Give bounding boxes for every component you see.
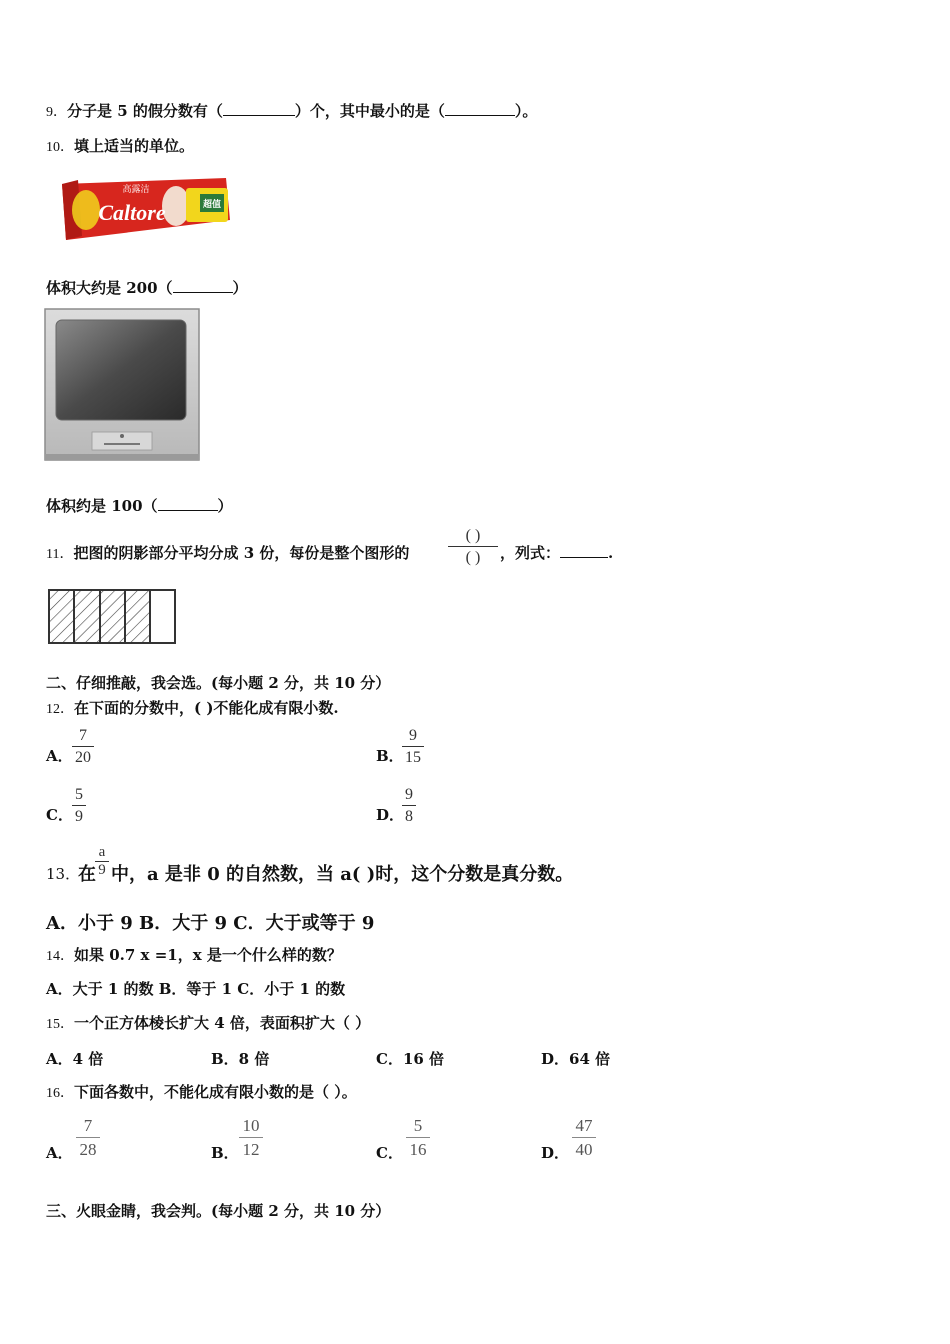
q12-option-b[interactable]: B． — [376, 747, 404, 765]
question-13-options[interactable]: A．小于 9 B．大于 9 C．大于或等于 9 — [46, 913, 375, 934]
q15-option-d[interactable]: D．64 倍 — [541, 1050, 611, 1068]
q12-option-d[interactable]: D． — [376, 806, 405, 824]
shaded-rectangle-figure — [48, 589, 178, 645]
answer-blank[interactable] — [173, 278, 233, 293]
question-14-options[interactable]: A．大于 1 的数 B．等于 1 C．小于 1 的数 — [46, 980, 346, 998]
section-3-heading: 三、火眼金睛，我会判。(每小题 2 分，共 10 分） — [46, 1202, 391, 1220]
answer-blank[interactable] — [445, 101, 515, 116]
box-brand-cn: 高露洁 — [122, 185, 150, 195]
question-11: 11．把图的阴影部分平均分成 3 份，每份是整个图形的 — [46, 544, 410, 562]
question-12: 12．在下面的分数中，( )不能化成有限小数. — [46, 699, 339, 717]
q15-option-c[interactable]: C．16 倍 — [376, 1050, 445, 1068]
q12-option-a-fraction: 7 20 — [72, 727, 94, 766]
toothpaste-box-image — [56, 176, 232, 242]
question-14: 14．如果 0.7 x =1，x 是一个什么样的数？ — [46, 946, 342, 964]
q16-option-a[interactable]: A． — [46, 1144, 73, 1162]
q16-option-b[interactable]: B． — [211, 1144, 239, 1162]
box-brand: Caltore — [98, 200, 166, 225]
volume-line-2: 体积约是 100（ ） — [46, 497, 233, 515]
q16-option-a-fraction: 7 28 — [76, 1116, 100, 1159]
volume-line-1: 体积大约是 200（ ） — [46, 279, 248, 297]
question-9: 9．分子是 5 的假分数有（ ）个，其中最小的是（ ）。 — [46, 102, 538, 120]
q15-option-b[interactable]: B．8 倍 — [211, 1050, 270, 1068]
q15-option-a[interactable]: A．4 倍 — [46, 1050, 104, 1068]
question-16: 16．下面各数中，不能化成有限小数的是（ ）。 — [46, 1083, 357, 1101]
box-tag: 超值 — [202, 200, 222, 210]
q11-fraction-blank[interactable]: ( ) ( ) — [448, 527, 498, 566]
q16-option-b-fraction: 10 12 — [239, 1116, 263, 1159]
tv-image — [44, 308, 200, 462]
q12-option-c-fraction: 5 9 — [72, 786, 86, 825]
q11-formula: ，列式： . — [500, 544, 614, 562]
section-2-heading: 二、仔细推敲，我会选。(每小题 2 分，共 10 分） — [46, 674, 391, 692]
question-13-number: 13． — [46, 865, 81, 883]
q16-option-d-fraction: 47 40 — [572, 1116, 596, 1159]
answer-blank[interactable] — [158, 496, 218, 511]
q12-option-c[interactable]: C． — [46, 806, 73, 824]
q16-option-c[interactable]: C． — [376, 1144, 403, 1162]
question-13-text: 中，a 是非 0 的自然数，当 a( )时，这个分数是真分数。 — [111, 864, 574, 885]
question-13-pre: 在 — [78, 864, 96, 885]
q12-option-d-fraction: 9 8 — [402, 786, 416, 825]
q13-fraction: a 9 — [95, 845, 109, 878]
answer-blank[interactable] — [223, 101, 295, 116]
answer-blank[interactable] — [560, 543, 608, 558]
q16-option-d[interactable]: D． — [541, 1144, 570, 1162]
question-15: 15．一个正方体棱长扩大 4 倍，表面积扩大（ ） — [46, 1014, 371, 1032]
q12-option-b-fraction: 9 15 — [402, 727, 424, 766]
q16-option-c-fraction: 5 16 — [406, 1116, 430, 1159]
question-10: 10．填上适当的单位。 — [46, 137, 195, 155]
q12-option-a[interactable]: A． — [46, 747, 73, 765]
